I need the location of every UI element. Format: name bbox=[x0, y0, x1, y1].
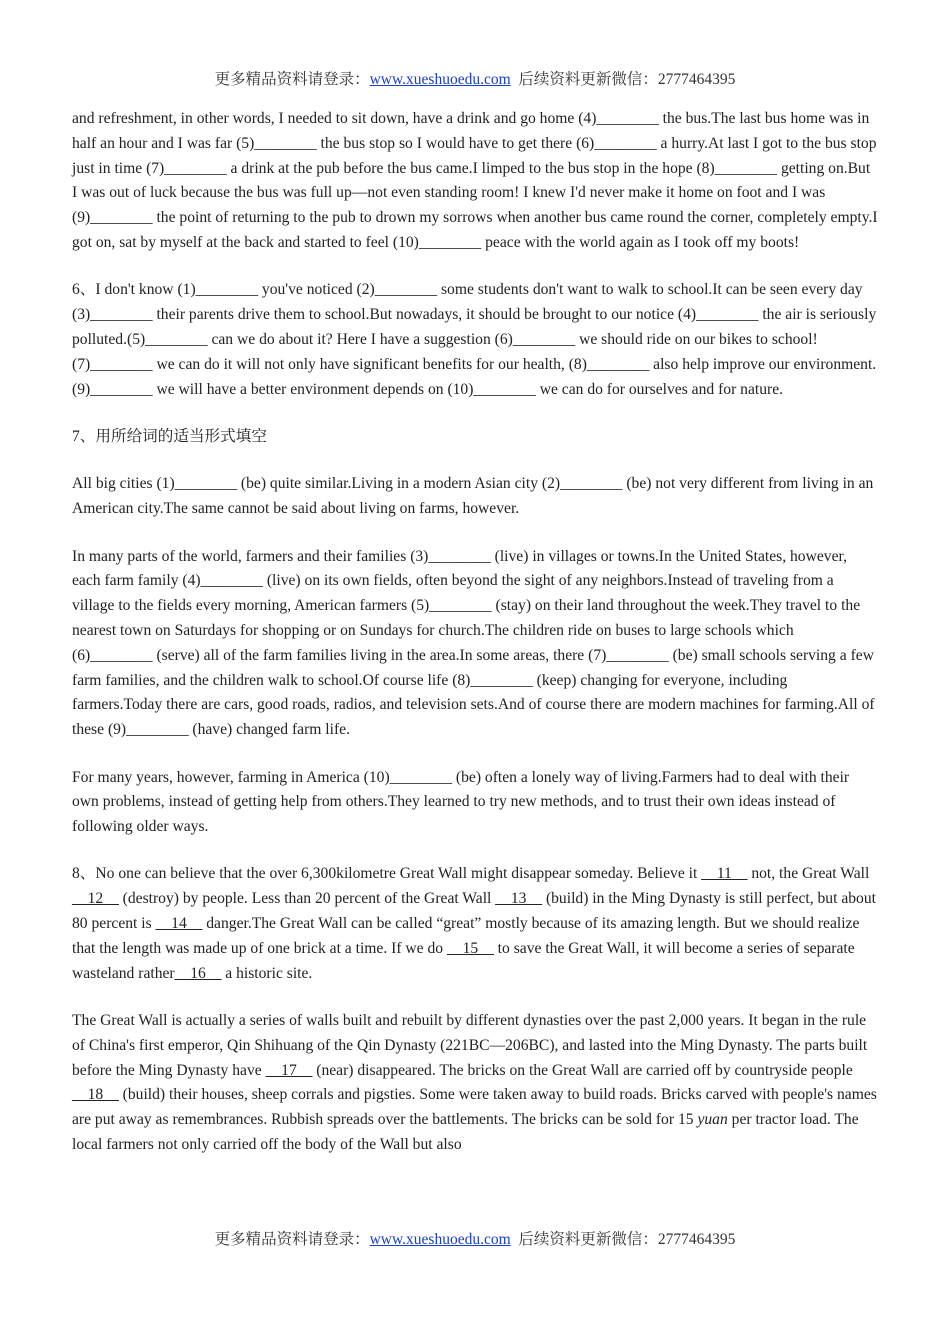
paragraph-q7-1: All big cities (1)________ (be) quite similar.Living in a modern Asian city (2)________ (be) not very different from living in an American city.The same cannot be said about living on farms, however. bbox=[72, 475, 874, 518]
paragraph-q7-3: For many years, however, farming in America (10)________ (be) often a lonely way of living.Farmers had to deal with their own problems, instead of getting help from others.They learned to try new methods, and to trust their own ideas instead of following older ways. bbox=[72, 768, 850, 836]
document-body bbox=[72, 107, 878, 1158]
header-suffix: 后续资料更新微信：2777464395 bbox=[518, 71, 736, 88]
blank-12: __12__ bbox=[72, 890, 119, 908]
paragraph-q7-2: In many parts of the world, farmers and their families (3)________ (live) in villages or towns.In the United States, however, each farm family (4)________ (live) on its own fields, often beyond the sight of any neighbors.Instead of traveling from a village to the fields every morning, American farmers (5)________ (stay) on their land throughout the week.They travel to the nearest town on Saturdays for shopping or on Sundays for church.The children ride on buses to large schools which (6)________ (serve) all of the farm families living in the area.In some areas, there (7)________ (be) small schools serving a few farm families, and the children walk to school.Of course life (8)________ (keep) changing for everyone, including farmers.Today there are cars, good roads, radios, and television sets.And of course there are modern machines for farming.All of these (9)________ (have) changed farm life. bbox=[72, 547, 875, 739]
page-header bbox=[0, 67, 950, 89]
blank-17: __17__ bbox=[265, 1061, 313, 1079]
blank-13: __13__ bbox=[495, 890, 543, 908]
blank-18: __18__ bbox=[72, 1086, 119, 1104]
header-link[interactable]: www.xueshuoedu.com bbox=[369, 71, 511, 88]
footer-link[interactable]: www.xueshuoedu.com bbox=[369, 1231, 511, 1248]
header-prefix: 更多精品资料请登录： bbox=[214, 71, 370, 88]
footer-suffix: 后续资料更新微信：2777464395 bbox=[518, 1231, 736, 1248]
paragraph-q8-2: The Great Wall is actually a series of walls built and rebuilt by different dynasties over the past 2,000 years. It began in the rule of China's first emperor, Qin Shihuang of the Qin Dynasty (221BC—206BC), and lasted into the Ming Dynasty. The parts built before the Ming Dynasty have __17__ (near) disappeared. The bricks on the Great Wall are carried off by countryside people __18__ (build) their houses, sheep corrals and pigsties. Some were taken away to build roads. Bricks carved with people's names are put away as remembrances. Rubbish spreads over the battlements. The bricks can be sold for 15 yuan per tractor load. The local farmers not only carried off the body of the Wall but also bbox=[72, 1012, 877, 1154]
blank-11: __11__ bbox=[701, 865, 748, 883]
paragraph-q5-continued: and refreshment, in other words, I needed to sit down, have a drink and go home (4)________ the bus.The last bus home was in half an hour and I was far (5)________ the bus stop so I would have to get there (6)________ a hurry.At last I got to the bus stop just in time (7)________ a drink at the pub before the bus came.I limped to the bus stop in the hope (8)________ getting on.But I was out of luck because the bus was full up—not even standing room! I knew I'd never make it home on foot and I was (9)________ the point of returning to the pub to drown my sorrows when another bus came round the corner, completely empty.I got on, sat by myself at the back and started to feel (10)________ peace with the world again as I took off my boots! bbox=[72, 110, 878, 251]
footer-prefix: 更多精品资料请登录： bbox=[214, 1231, 370, 1248]
page-footer bbox=[0, 1227, 950, 1249]
paragraph-q8-1: 8、No one can believe that the over 6,300kilometre Great Wall might disappear someday. Believe it __11__ not, the Great Wall __12__ (destroy) by people. Less than 20 percent of the Great Wall __13__ (build) in the Ming Dynasty is still perfect, but about 80 percent is __14__ danger.The Great Wall can be called “great” mostly because of its amazing length. But we should realize that the length was made up of one brick at a time. If we do __15__ to save the Great Wall, it will become a series of separate wasteland rather__16__ a historic site. bbox=[72, 865, 876, 982]
yuan-italic: yuan bbox=[697, 1111, 728, 1129]
blank-16: __16__ bbox=[174, 964, 222, 982]
paragraph-q6: 6、I don't know (1)________ you've noticed (2)________ some students don't want to walk to school.It can be seen every day (3)________ their parents drive them to school.But nowadays, it should be brought to our notice (4)________ the air is seriously polluted.(5)________ can we do about it? Here I have a suggestion (6)________ we should ride on our bikes to school! (7)________ we can do it will not only have significant benefits for our health, (8)________ also help improve our environment.(9)________ we will have a better environment depends on (10)________ we can do for ourselves and for nature. bbox=[72, 281, 877, 398]
blank-15: __15__ bbox=[447, 939, 494, 957]
blank-14: __14__ bbox=[155, 915, 203, 933]
q7-title: 7、用所给词的适当形式填空 bbox=[72, 427, 267, 445]
